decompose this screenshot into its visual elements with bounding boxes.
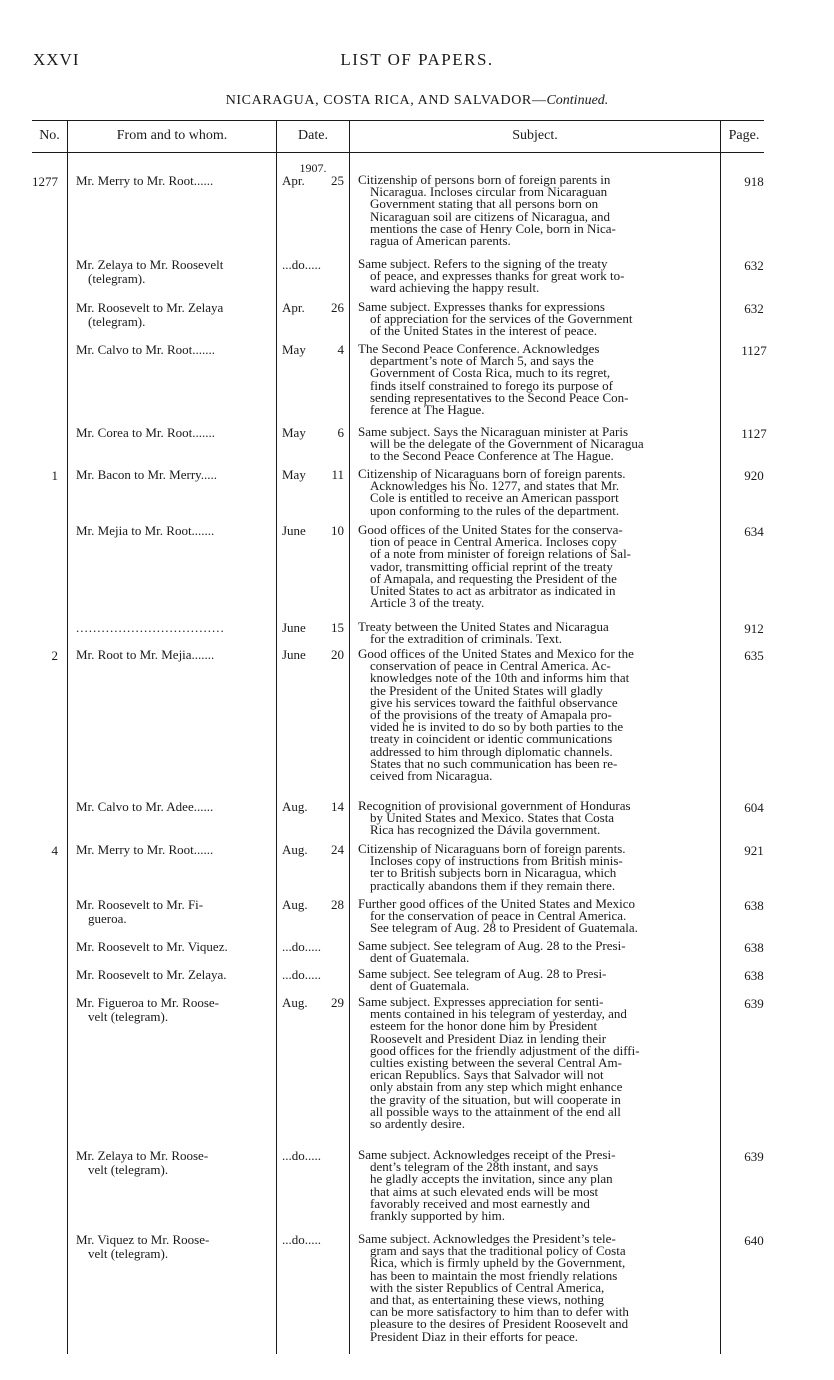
entry-from-to — [76, 258, 272, 286]
subject-line: Same subject. Expresses appreciation for senti- — [358, 994, 604, 1009]
entry-page: 638 — [744, 968, 764, 983]
from-to-line: Mr. Mejia to Mr. Root....... — [76, 523, 215, 538]
from-to-line: Mr. Calvo to Mr. Adee...... — [76, 799, 214, 814]
from-to-line: Mr. Viquez to Mr. Roose- — [76, 1232, 210, 1247]
date-month: June — [282, 620, 306, 635]
entry-subject — [358, 898, 713, 935]
subject-line: Article 3 of the treaty. — [370, 595, 485, 611]
entry-subject — [358, 426, 713, 463]
entry-date — [282, 343, 344, 357]
entry-from-to — [76, 648, 272, 662]
date-day: 25 — [331, 173, 344, 188]
entry-subject — [358, 1149, 713, 1222]
date-month: Apr. — [282, 173, 305, 188]
subject-line: pleasure to the desires of President Roosevelt and — [370, 1316, 629, 1332]
from-to-line: Mr. Merry to Mr. Root...... — [76, 842, 214, 857]
date-month: June — [282, 647, 306, 662]
date-month: May — [282, 467, 306, 482]
from-to-line: Mr. Roosevelt to Mr. Fi- — [76, 897, 204, 912]
subject-line: ments contained in his telegram of yesterday, and — [370, 1006, 627, 1022]
column-divider — [349, 120, 350, 1354]
subject-line: vador, transmitting official reprint of the treaty — [370, 558, 613, 574]
subject-line: Nicaragua. Incloses circular from Nicaraguan — [370, 184, 608, 200]
entry-from-to — [76, 898, 272, 926]
subject-line: of a note from minister of foreign relations of Sal- — [370, 546, 632, 562]
subject-line: President Diaz in their efforts for peace. — [370, 1328, 579, 1344]
subject-line: Nicaraguan soil are citizens of Nicaragua, and — [370, 208, 611, 224]
entry-subject — [358, 301, 713, 338]
entry-page: 1127 — [741, 426, 767, 441]
entry-from-to — [76, 524, 272, 538]
date-month: Aug. — [282, 897, 308, 912]
subject-line: the President of the United States will gladly — [370, 682, 603, 698]
entry-from-to — [76, 301, 272, 329]
date-day: 26 — [331, 300, 344, 315]
subject-line: Government stating that all persons born on — [370, 196, 599, 212]
subject-line: tion of peace in Central America. Incloses copy — [370, 534, 617, 550]
subject-line: Good offices of the United States for the conserva- — [358, 522, 623, 537]
entry-subject — [358, 174, 713, 247]
date-month: June — [282, 523, 306, 538]
from-to-line: velt (telegram). — [88, 1246, 169, 1261]
subject-line: States that no such communication has been re- — [370, 755, 618, 771]
from-to-line: Mr. Roosevelt to Mr. Zelaya. — [76, 967, 227, 982]
date-month: ...do..... — [282, 1148, 321, 1163]
entry-number: 1277 — [32, 174, 58, 189]
from-to-line: Mr. Root to Mr. Mejia....... — [76, 647, 215, 662]
date-day: 11 — [331, 467, 344, 482]
section-continued: Continued. — [546, 93, 609, 108]
date-month: ...do..... — [282, 1232, 321, 1247]
entry-page: 638 — [744, 898, 764, 913]
entry-page: 921 — [744, 843, 764, 858]
date-month: Aug. — [282, 799, 308, 814]
column-divider — [67, 120, 68, 1354]
subject-line: vided he is invited to do so by both parties to the — [370, 719, 624, 735]
subject-line: Same subject. See telegram of Aug. 28 to the Presi- — [358, 938, 626, 953]
year-label: 1907. — [299, 161, 327, 175]
subject-line: only abstain from any step which might enhance — [370, 1079, 623, 1095]
entry-number: 2 — [51, 648, 58, 663]
subject-line: finds itself constrained to forego its purpose of — [370, 377, 613, 393]
subject-line: Same subject. See telegram of Aug. 28 to Presi- — [358, 966, 607, 981]
entry-page: 912 — [744, 621, 764, 636]
entry-page: 639 — [744, 996, 764, 1011]
date-month: ...do..... — [282, 967, 321, 982]
subject-line: ward achieving the happy result. — [370, 280, 540, 296]
entry-from-to — [76, 940, 272, 954]
subject-line: of appreciation for the services of the Government — [370, 311, 633, 327]
subject-line: so ardently desire. — [370, 1116, 465, 1132]
date-month: May — [282, 425, 306, 440]
subject-line: will be the delegate of the Government of Nicaragua — [370, 436, 644, 452]
subject-line: has been to maintain the most friendly relations — [370, 1267, 618, 1283]
from-to-line: Mr. Corea to Mr. Root....... — [76, 425, 216, 440]
subject-line: and that, as entertaining these views, nothing — [370, 1292, 604, 1308]
subject-line: of peace, and expresses thanks for great work to- — [370, 268, 625, 284]
from-to-line: Mr. Calvo to Mr. Root....... — [76, 342, 216, 357]
subject-line: Citizenship of Nicaraguans born of foreign parents. — [358, 466, 626, 481]
entry-date — [282, 968, 344, 982]
subject-line: treaty in coincident or identic communications — [370, 731, 613, 747]
subject-line: favorably received and most earnestly and — [370, 1195, 590, 1211]
entry-date — [282, 621, 344, 635]
entry-page: 639 — [744, 1149, 764, 1164]
date-month: ...do..... — [282, 257, 321, 272]
entry-date — [282, 648, 344, 662]
column-header-page: Page. — [728, 128, 760, 143]
entry-from-to — [76, 800, 272, 814]
subject-line: for the conservation of peace in Central America. — [370, 908, 627, 924]
subject-line: erican Republics. Says that Salvador will not — [370, 1067, 604, 1083]
entry-number: 1 — [51, 468, 58, 483]
entry-page: 638 — [744, 940, 764, 955]
date-month: ...do..... — [282, 939, 321, 954]
entry-from-to — [76, 468, 272, 482]
column-header-date: Date. — [298, 128, 328, 143]
entry-date — [282, 940, 344, 954]
subject-line: of the provisions of the treaty of Amapala pro- — [370, 707, 612, 723]
from-to-line: velt (telegram). — [88, 1009, 169, 1024]
entry-from-to — [76, 1233, 272, 1261]
subject-line: Treaty between the United States and Nicaragua — [358, 619, 609, 634]
date-day: 4 — [337, 342, 344, 357]
subject-line: frankly supported by him. — [370, 1208, 506, 1224]
entry-date — [282, 524, 344, 538]
from-to-line: Mr. Figueroa to Mr. Roose- — [76, 995, 219, 1010]
subject-line: See telegram of Aug. 28 to President of Guatemala. — [370, 920, 638, 936]
subject-line: ference at The Hague. — [370, 402, 485, 418]
subject-line: sending representatives to the Second Peace Con- — [370, 389, 629, 405]
entry-page: 634 — [744, 524, 764, 539]
subject-line: good offices for the friendly adjustment of the diffi- — [370, 1042, 640, 1058]
date-month: May — [282, 342, 306, 357]
entry-page: 1127 — [741, 343, 767, 358]
entry-subject — [358, 621, 713, 645]
subject-line: Incloses copy of instructions from British minis- — [370, 853, 623, 869]
entry-subject — [358, 258, 713, 295]
from-to-line: Mr. Zelaya to Mr. Roosevelt — [76, 257, 224, 272]
subject-line: Same subject. Acknowledges receipt of the Presi- — [358, 1147, 616, 1162]
entry-date — [282, 258, 344, 272]
entry-subject — [358, 843, 713, 892]
entry-subject — [358, 648, 713, 782]
subject-line: the gravity of the situation, but will cooperate in — [370, 1091, 621, 1107]
entry-page: 920 — [744, 468, 764, 483]
subject-line: of Amapala, and requesting the President of the — [370, 570, 617, 586]
subject-line: knowledges note of the 10th and informs him that — [370, 670, 630, 686]
entry-date — [282, 301, 344, 315]
from-to-line: velt (telegram). — [88, 1162, 169, 1177]
column-header-no: No. — [39, 128, 60, 143]
date-day: 28 — [331, 897, 344, 912]
table-header-rule — [32, 152, 764, 153]
section-heading — [0, 93, 834, 109]
date-month: Apr. — [282, 300, 305, 315]
entry-subject — [358, 940, 713, 964]
entry-from-to — [76, 621, 272, 635]
subject-line: dent of Guatemala. — [370, 978, 470, 994]
subject-line: ragua of American parents. — [370, 233, 511, 249]
column-header-subject: Subject. — [512, 128, 558, 143]
entry-date — [282, 996, 344, 1010]
subject-line: all possible ways to the attainment of the end all — [370, 1103, 621, 1119]
subject-line: Citizenship of persons born of foreign parents in — [358, 172, 611, 187]
page-number: XXVI — [33, 50, 80, 69]
column-header-from: From and to whom. — [116, 128, 228, 143]
subject-line: Roosevelt and President Diaz in lending their — [370, 1030, 607, 1046]
entry-subject — [358, 968, 713, 992]
entry-subject — [358, 343, 713, 416]
entry-date — [282, 468, 344, 482]
page-title: LIST OF PAPERS. — [340, 50, 494, 69]
subject-line: Same subject. Says the Nicaraguan minister at Paris — [358, 424, 629, 439]
subject-line: Recognition of provisional government of Honduras — [358, 798, 631, 813]
entry-subject — [358, 996, 713, 1130]
entry-date — [282, 1149, 344, 1163]
date-day: 14 — [331, 799, 344, 814]
from-to-line: Mr. Bacon to Mr. Merry..... — [76, 467, 218, 482]
subject-line: with the sister Republics of Central America, — [370, 1279, 605, 1295]
entry-subject — [358, 468, 713, 517]
subject-line: ceived from Nicaragua. — [370, 768, 493, 784]
column-divider — [276, 120, 277, 1354]
entry-from-to — [76, 996, 272, 1024]
from-to-line: ................................... — [76, 620, 225, 635]
from-to-line: Mr. Roosevelt to Mr. Zelaya — [76, 300, 224, 315]
entry-page: 918 — [744, 174, 764, 189]
subject-line: Same subject. Refers to the signing of the treaty — [358, 256, 608, 271]
subject-line: Good offices of the United States and Mexico for the — [358, 646, 634, 661]
from-to-line: (telegram). — [88, 271, 146, 286]
entry-page: 640 — [744, 1233, 764, 1248]
entry-from-to — [76, 843, 272, 857]
from-to-line: Mr. Roosevelt to Mr. Viquez. — [76, 939, 228, 954]
entry-subject — [358, 1233, 713, 1343]
subject-line: culties existing between the several Central Am- — [370, 1055, 622, 1071]
subject-line: Same subject. Expresses thanks for expressions — [358, 299, 605, 314]
subject-line: addressed to him through diplomatic channels. — [370, 743, 613, 759]
entry-date — [282, 426, 344, 440]
section-name: NICARAGUA, COSTA RICA, AND SALVADOR— — [225, 93, 547, 108]
subject-line: Further good offices of the United States and Mexico — [358, 896, 636, 911]
subject-line: Acknowledges his No. 1277, and states that Mr. — [370, 478, 620, 494]
date-day: 24 — [331, 842, 344, 857]
from-to-line: gueroa. — [88, 911, 127, 926]
subject-line: give his services toward the faithful observance — [370, 694, 618, 710]
date-day: 20 — [331, 647, 344, 662]
subject-line: mentions the case of Henry Cole, born in Nica- — [370, 220, 616, 236]
from-to-line: Mr. Zelaya to Mr. Roose- — [76, 1148, 209, 1163]
subject-line: esteem for the honor done him by President — [370, 1018, 598, 1034]
subject-line: Same subject. Acknowledges the President’s tele- — [358, 1231, 616, 1246]
from-to-line: Mr. Merry to Mr. Root...... — [76, 173, 214, 188]
subject-line: United States to act as arbitrator as indicated in — [370, 583, 616, 599]
date-day: 10 — [331, 523, 344, 538]
entry-subject — [358, 524, 713, 609]
subject-line: of the United States in the interest of peace. — [370, 323, 598, 339]
subject-line: Cole is entitled to receive an American passport — [370, 490, 619, 506]
entry-page: 635 — [744, 648, 764, 663]
date-day: 6 — [337, 425, 344, 440]
entry-from-to — [76, 426, 272, 440]
date-day: 29 — [331, 995, 344, 1010]
date-month: Aug. — [282, 842, 308, 857]
subject-line: Government of Costa Rica, much to its regret, — [370, 365, 611, 381]
subject-line: Rica has recognized the Dávila government. — [370, 822, 601, 838]
entry-page: 604 — [744, 800, 764, 815]
subject-line: can be more satisfactory to him than to defer with — [370, 1304, 629, 1320]
subject-line: by United States and Mexico. States that Costa — [370, 810, 615, 826]
subject-line: Rica, which is firmly upheld by the Government, — [370, 1255, 626, 1271]
date-day: 15 — [331, 620, 344, 635]
entry-from-to — [76, 968, 272, 982]
subject-line: to the Second Peace Conference at The Hague. — [370, 448, 614, 464]
subject-line: department’s note of March 5, and says the — [370, 353, 594, 369]
entry-subject — [358, 800, 713, 837]
subject-line: practically abandons them if they remain there. — [370, 877, 616, 893]
entry-from-to — [76, 174, 272, 188]
entry-page: 632 — [744, 301, 764, 316]
subject-line: dent of Guatemala. — [370, 950, 470, 966]
entry-from-to — [76, 1149, 272, 1177]
entry-number: 4 — [51, 843, 58, 858]
subject-line: for the extradition of criminals. Text. — [370, 631, 562, 647]
table-top-rule — [32, 120, 764, 121]
subject-line: that aims at such elevated ends will be most — [370, 1183, 599, 1199]
entry-date — [282, 843, 344, 857]
subject-line: he gladly accepts the invitation, since any plan — [370, 1171, 613, 1187]
subject-line: gram and says that the traditional policy of Costa — [370, 1243, 626, 1259]
entry-from-to — [76, 343, 272, 357]
entry-date — [282, 174, 344, 188]
subject-line: dent’s telegram of the 28th instant, and says — [370, 1159, 599, 1175]
column-divider — [720, 120, 721, 1354]
subject-line: Citizenship of Nicaraguans born of foreign parents. — [358, 841, 626, 856]
entry-page: 632 — [744, 258, 764, 273]
entry-date — [282, 898, 344, 912]
from-to-line: (telegram). — [88, 314, 146, 329]
subject-line: conservation of peace in Central America. Ac- — [370, 658, 611, 674]
date-month: Aug. — [282, 995, 308, 1010]
subject-line: ter to British subjects born in Nicaragua, which — [370, 865, 617, 881]
subject-line: The Second Peace Conference. Acknowledges — [358, 341, 600, 356]
subject-line: upon conforming to the rules of the department. — [370, 502, 620, 518]
entry-date — [282, 800, 344, 814]
entry-date — [282, 1233, 344, 1247]
